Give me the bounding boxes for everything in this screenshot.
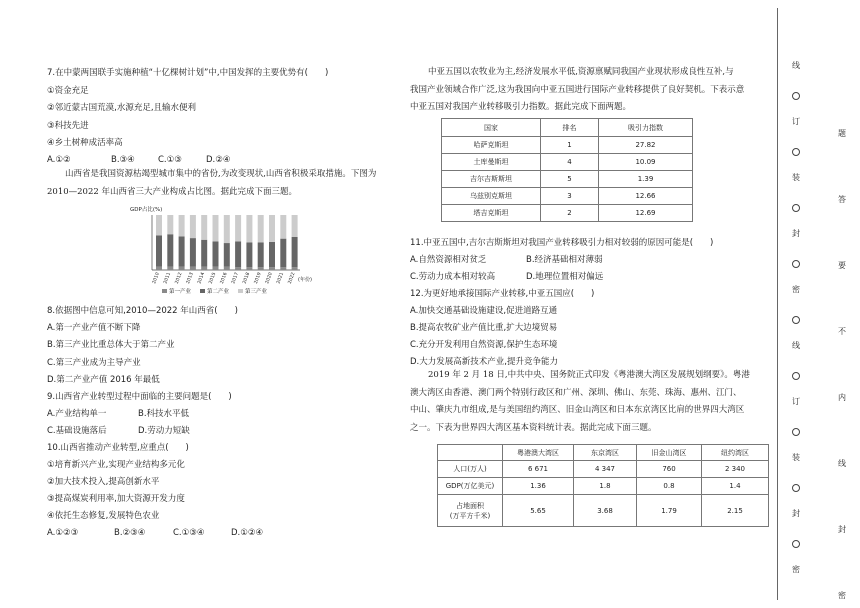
- table2-cell: 6 671: [503, 461, 574, 478]
- binding-hole-icon: [792, 428, 800, 436]
- table2-header-ny: 纽约湾区: [702, 445, 769, 461]
- binding-hole-icon: [792, 372, 800, 380]
- cut-mark-label: 装: [792, 173, 800, 182]
- binding-hole-icon: [792, 92, 800, 100]
- q9-stem: 9.山西省产业转型过程中面临的主要问题是( ): [47, 392, 232, 402]
- table1-header-country: 国家: [442, 119, 541, 137]
- q10-item-3: ③提高煤炭利用率,加大资源开发力度: [47, 494, 185, 504]
- x-tick-label: 2011: [163, 271, 173, 285]
- bar-2014-series-2: [201, 240, 207, 267]
- bar-2017-series-1: [235, 267, 241, 270]
- table2-cell: 5.65: [503, 495, 574, 527]
- x-tick-label: 2019: [253, 271, 263, 285]
- q9-option-b: B.科技水平低: [138, 409, 190, 419]
- x-tick-label: 2017: [231, 271, 240, 285]
- bar-2010-series-1: [156, 267, 162, 270]
- table2-cell: 0.8: [637, 478, 702, 495]
- bar-2013-series-1: [190, 267, 196, 270]
- q10-item-4: ④依托生态修复,发展特色农业: [47, 511, 160, 521]
- q12-option-b: B.提高农牧矿业产值比重,扩大边境贸易: [410, 323, 558, 333]
- q7-option-a: A.①②: [47, 155, 71, 165]
- q12-option-c: C.充分开发利用自然资源,保护生态环境: [410, 340, 558, 350]
- bar-2012-series-3: [179, 215, 185, 236]
- bay-area-table: [437, 444, 769, 527]
- q7-option-c: C.①③: [158, 155, 182, 165]
- q8-option-a: A.第一产业产值不断下降: [47, 323, 141, 333]
- table2-cell: 人口(万人): [438, 461, 503, 478]
- bar-2013-series-3: [190, 215, 196, 238]
- q9-option-a: A.产业结构单一: [47, 409, 107, 419]
- table2-cell: 4 347: [574, 461, 637, 478]
- bar-2022-series-3: [292, 215, 298, 237]
- bar-2022-series-1: [292, 267, 298, 270]
- x-tick-label: 2013: [186, 271, 195, 285]
- q10-option-b: B.②③④: [114, 528, 146, 538]
- cut-mark-label: 装: [792, 453, 800, 462]
- table1-cell: 乌兹别克斯坦: [442, 188, 541, 205]
- table-row: [442, 205, 693, 222]
- q8-option-d: D.第二产业产值 2016 年最低: [47, 375, 160, 385]
- margin-instruction-char: 封: [838, 525, 846, 534]
- legend-label: 第二产业: [207, 289, 230, 295]
- legend-swatch: [200, 289, 205, 293]
- table2-cell: 1.79: [637, 495, 702, 527]
- q12-option-a: A.加快交通基础设施建设,促进道路互通: [410, 306, 558, 316]
- table1-cell: 5: [541, 171, 599, 188]
- bar-2020-series-1: [269, 267, 275, 270]
- table2-cell: 1.8: [574, 478, 637, 495]
- table1-cell: 10.09: [599, 154, 693, 171]
- table2-cell: GDP(万亿美元): [438, 478, 503, 495]
- x-tick-label: 2015: [208, 271, 218, 285]
- legend-label: 第三产业: [245, 289, 268, 295]
- binding-hole-icon: [792, 148, 800, 156]
- chart-ylabel: GDP占比(%): [130, 207, 163, 213]
- bar-2019-series-1: [258, 267, 264, 270]
- q10-stem: 10.山西省推动产业转型,应重点( ): [47, 443, 189, 453]
- table2-header-gba: 粤港澳大湾区: [503, 445, 574, 461]
- q11-option-a: A.自然资源相对贫乏: [410, 255, 487, 265]
- bar-2018-series-2: [246, 243, 252, 268]
- table-row: [442, 188, 693, 205]
- table-row: [442, 137, 693, 154]
- binding-hole-icon: [792, 260, 800, 268]
- q8-option-c: C.第三产业成为主导产业: [47, 358, 141, 368]
- bar-2018-series-1: [246, 267, 252, 270]
- table1-header-rank: 排名: [541, 119, 599, 137]
- q8-stem: 8.依据图中信息可知,2010—2022 年山西省( ): [47, 306, 238, 316]
- bar-2022-series-2: [292, 237, 298, 267]
- intro-shanxi: [47, 166, 376, 201]
- area-label-line-1: 占地面积: [456, 501, 484, 510]
- table2-cell: 2.15: [702, 495, 769, 527]
- q12-option-d: D.大力发展高新技术产业,提升竞争能力: [410, 357, 558, 367]
- bar-2010-series-3: [156, 215, 162, 235]
- table2-cell-area-label: [438, 495, 503, 527]
- intro-central-asia-line-2: 我国产业领域合作广泛,这为我国向中亚五国进行国际产业转移提供了良好契机。下表示意: [410, 84, 745, 95]
- chart-xlabel: (年份): [298, 277, 312, 283]
- q7-stem: 7.在中蒙两国联手实施种植“十亿棵树计划”中,中国发挥的主要优势有( ): [47, 68, 329, 78]
- table1-cell: 塔吉克斯坦: [442, 205, 541, 222]
- table1-cell: 27.82: [599, 137, 693, 154]
- q7-option-b: B.③④: [111, 155, 135, 165]
- area-label-line-2: (万平方千米): [449, 511, 491, 520]
- intro-central-asia-line-3: 中亚五国对我国产业转移吸引力指数。据此完成下面两题。: [410, 102, 632, 112]
- bar-2021-series-2: [280, 239, 286, 268]
- intro-bay-line-2: 澳大湾区由香港、澳门两个特别行政区和广州、深圳、佛山、东莞、珠海、惠州、江门、: [410, 387, 742, 398]
- bar-2019-series-2: [258, 243, 264, 268]
- bar-2020-series-3: [269, 215, 275, 242]
- table2-cell: 1.36: [503, 478, 574, 495]
- intro-central-asia-line-1: 中亚五国以农牧业为主,经济发展水平低,资源禀赋同我国产业现状形成良性互补,与: [428, 67, 734, 77]
- bar-2011-series-1: [167, 267, 173, 270]
- cut-mark-label: 封: [792, 229, 800, 238]
- table1-cell: 1: [541, 137, 599, 154]
- table1-cell: 12.66: [599, 188, 693, 205]
- binding-hole-icon: [792, 540, 800, 548]
- attraction-index-table: [441, 118, 693, 222]
- q11-option-d: D.地理位置相对偏远: [526, 272, 604, 282]
- table-row: [438, 495, 769, 527]
- margin-instruction-char: 线: [838, 459, 846, 468]
- table1-cell: 3: [541, 188, 599, 205]
- table-row: [442, 171, 693, 188]
- table2-cell: 1.4: [702, 478, 769, 495]
- q10-option-d: D.①②④: [231, 528, 264, 538]
- table-row: [442, 154, 693, 171]
- bar-2015-series-3: [213, 215, 219, 241]
- binding-hole-icon: [792, 316, 800, 324]
- q11-option-b: B.经济基础相对薄弱: [526, 255, 603, 265]
- table2-cell: 2 340: [702, 461, 769, 478]
- q7-item-4: ④乡土树种成活率高: [47, 138, 123, 148]
- q9-option-c: C.基础设施落后: [47, 426, 107, 436]
- x-tick-label: 2016: [219, 271, 229, 285]
- cut-mark-label: 封: [792, 509, 800, 518]
- table-row: [438, 461, 769, 478]
- x-tick-label: 2014: [197, 271, 207, 285]
- x-tick-label: 2021: [276, 271, 286, 285]
- q10-item-2: ②加大技术投入,提高创新水平: [47, 477, 160, 487]
- margin-instruction-char: 密: [838, 591, 846, 600]
- bar-2021-series-3: [280, 215, 286, 239]
- bar-2015-series-2: [213, 241, 219, 266]
- q10-option-a: A.①②③: [47, 528, 79, 538]
- legend-swatch: [162, 289, 167, 293]
- binding-line: [777, 8, 778, 600]
- q7-item-3: ③科技先进: [47, 121, 89, 131]
- bar-2011-series-2: [167, 234, 173, 266]
- q11-option-c: C.劳动力成本相对较高: [410, 272, 496, 282]
- intro-bay-line-1: 2019 年 2 月 18 日,中共中央、国务院正式印发《粤港澳大湾区发展规划纲要》。粤港: [428, 370, 750, 380]
- margin-instruction-char: 要: [838, 261, 846, 270]
- q9-option-d: D.劳动力短缺: [138, 426, 190, 436]
- bar-2016-series-2: [224, 243, 230, 267]
- industry-structure-chart: [120, 203, 330, 301]
- x-tick-label: 2010: [152, 271, 161, 285]
- cut-mark-label: 密: [792, 285, 800, 294]
- intro-shanxi-line-2: 2010—2022 年山西省三大产业构成占比图。据此完成下面三题。: [47, 186, 297, 197]
- intro-bay-line-3: 中山、肇庆九市组成,是与美国纽约湾区、旧金山湾区和日本东京湾区比肩的世界四大湾区: [410, 405, 745, 415]
- intro-central-asia: [410, 64, 744, 117]
- q7-option-d: D.②④: [206, 155, 231, 165]
- table1-cell: 哈萨克斯坦: [442, 137, 541, 154]
- bar-2016-series-3: [224, 215, 230, 243]
- table2-header-tokyo: 东京湾区: [574, 445, 637, 461]
- bar-2014-series-1: [201, 267, 207, 270]
- bar-2017-series-2: [235, 241, 241, 267]
- cut-mark-label: 订: [792, 117, 800, 126]
- bar-2021-series-1: [280, 267, 286, 270]
- cut-mark-label: 订: [792, 397, 800, 406]
- margin-instruction-char: 答: [838, 195, 846, 204]
- table1-cell: 2: [541, 205, 599, 222]
- intro-bay-area: [410, 367, 750, 437]
- table2-cell: 3.68: [574, 495, 637, 527]
- legend-label: 第一产业: [169, 289, 192, 295]
- table2-cell: 760: [637, 461, 702, 478]
- table2-header-blank: [438, 445, 503, 461]
- legend-swatch: [238, 289, 243, 293]
- table1-cell: 4: [541, 154, 599, 171]
- bar-2010-series-2: [156, 235, 162, 266]
- intro-bay-line-4: 之一。下表为世界四大湾区基本资料统计表。据此完成下面三题。: [410, 422, 657, 433]
- x-tick-label: 2020: [265, 271, 274, 285]
- bar-2016-series-1: [224, 267, 230, 270]
- cut-mark-label: 线: [792, 61, 800, 70]
- cut-mark-label: 密: [792, 565, 800, 574]
- table-row: [438, 478, 769, 495]
- cut-mark-label: 线: [792, 341, 800, 350]
- q7-item-1: ①资金充足: [47, 86, 89, 96]
- table2-header-sf: 旧金山湾区: [637, 445, 702, 461]
- q10-item-1: ①培育新兴产业,实现产业结构多元化: [47, 460, 185, 470]
- margin-instruction-char: 不: [838, 327, 846, 336]
- x-tick-label: 2022: [287, 271, 297, 285]
- table1-cell: 吉尔吉斯斯坦: [442, 171, 541, 188]
- table1-cell: 土库曼斯坦: [442, 154, 541, 171]
- table1-cell: 1.39: [599, 171, 693, 188]
- bar-2014-series-3: [201, 215, 207, 240]
- q8-option-b: B.第三产业比重总体大于第二产业: [47, 340, 175, 350]
- bar-2013-series-2: [190, 238, 196, 267]
- bar-2019-series-3: [258, 215, 264, 243]
- q11-stem: 11.中亚五国中,吉尔吉斯斯坦对我国产业转移吸引力相对较弱的原因可能是( ): [410, 238, 714, 248]
- bar-2011-series-3: [167, 215, 173, 234]
- table1-cell: 12.69: [599, 205, 693, 222]
- q10-option-c: C.①③④: [173, 528, 205, 538]
- q7-item-2: ②邻近蒙古国荒漠,水源充足,且输水便利: [47, 103, 197, 113]
- table1-header-index: 吸引力指数: [599, 119, 693, 137]
- bar-2012-series-2: [179, 236, 185, 266]
- bar-2017-series-3: [235, 215, 241, 241]
- margin-instruction-char: 内: [838, 393, 846, 402]
- bar-2020-series-2: [269, 242, 275, 267]
- q12-stem: 12.为更好地承接国际产业转移,中亚五国应( ): [410, 289, 595, 299]
- margin-instruction-char: 题: [838, 129, 846, 138]
- binding-hole-icon: [792, 484, 800, 492]
- intro-shanxi-line-1: 山西省是我国资源枯竭型城市集中的省份,为改变现状,山西省积极采取措施。下图为: [65, 169, 377, 179]
- x-tick-label: 2018: [242, 271, 252, 285]
- bar-2015-series-1: [213, 267, 219, 270]
- bar-2018-series-3: [246, 215, 252, 243]
- x-tick-label: 2012: [174, 271, 184, 285]
- binding-hole-icon: [792, 204, 800, 212]
- bar-2012-series-1: [179, 267, 185, 270]
